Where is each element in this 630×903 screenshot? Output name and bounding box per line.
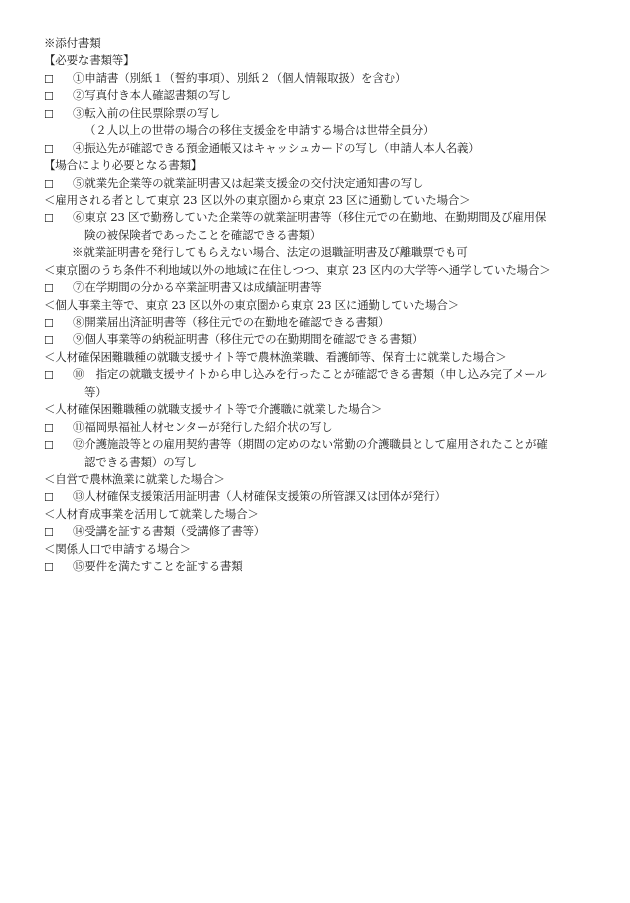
condition-heading-h: ＜関係人口で申請する場合＞ <box>44 541 191 556</box>
checklist-item-8 <box>44 314 604 331</box>
checklist-item-11 <box>44 419 604 436</box>
item-text: ⑧開業届出済証明書等（移住元での在勤地を確認できる書類） <box>73 315 390 329</box>
checklist-item-7 <box>44 279 604 296</box>
item-text: ⑩ 指定の就職支援サイトから申し込みを行ったことが確認できる書類（申し込み完了メール <box>73 367 547 382</box>
item-text: ②写真付き本人確認書類の写し <box>73 88 232 103</box>
item-text: ⑬人材確保支援策活用証明書（人材確保支援策の所管課又は団体が発行） <box>73 489 446 504</box>
item-text: ⑮要件を満たすことを証する書類 <box>73 559 243 574</box>
item-text: ①申請書（別紙１（誓約事項）、別紙２（個人情報取扱）を含む） <box>73 70 407 85</box>
item-text: ⑨個人事業等の納税証明書（移住元での在勤期間を確認できる書類） <box>73 332 424 347</box>
condition-heading-c: ＜個人事業主等で、東京 23 区以外の東京圏から東京 23 区に通勤していた場合＞ <box>44 297 459 312</box>
checkbox-icon: ☐ <box>44 439 54 453</box>
item-12-continuation: 認できる書類）の写し <box>84 454 197 469</box>
item-text: ⑫介護施設等との雇用契約書等（期間の定めのない常勤の介護職員として雇用されたことが確 <box>73 437 548 452</box>
checkbox-icon: ☐ <box>44 212 54 226</box>
checkbox-icon: ☐ <box>44 561 54 575</box>
checkbox-icon: ☐ <box>44 142 54 156</box>
checkbox-icon: ☐ <box>44 334 54 348</box>
attachment-document <box>44 35 604 576</box>
checklist-item-10 <box>44 366 604 383</box>
item-6-note: ※就業証明書を発行してもらえない場合、法定の退職証明書及び離職票でも可 <box>72 245 468 260</box>
checklist-item-12 <box>44 436 604 453</box>
checkbox-icon: ☐ <box>44 317 54 330</box>
checklist-item-14 <box>44 523 604 540</box>
checklist-item-9 <box>44 331 604 348</box>
document-heading: ※添付書類 <box>44 36 101 50</box>
checkbox-icon: ☐ <box>44 177 54 191</box>
item-text: ⑪福岡県福祉人材センターが発行した紹介状の写し <box>73 419 333 434</box>
checklist-item-2 <box>44 87 604 104</box>
checklist-item-13 <box>44 488 604 505</box>
checklist-item-1 <box>44 70 604 87</box>
checklist-item-3 <box>44 105 604 122</box>
checkbox-icon: ☐ <box>44 491 54 505</box>
checklist-item-5 <box>44 175 604 192</box>
checkbox-icon: ☐ <box>44 107 54 121</box>
item-10-continuation: 等） <box>84 384 107 399</box>
condition-heading-b: ＜東京圏のうち条件不利地域以外の地域に在住しつつ、東京 23 区内の大学等へ通学していた場合＞ <box>44 262 551 277</box>
item-6-continuation: 険の被保険者であったことを確認できる書類） <box>84 227 322 242</box>
checkbox-icon: ☐ <box>44 526 54 540</box>
item-text: ④振込先が確認できる預金通帳又はキャッシュカードの写し（申請人本人名義） <box>73 140 480 155</box>
item-3-note: （２人以上の世帯の場合の移住支援金を申請する場合は世帯全員分） <box>84 123 435 138</box>
condition-heading-g: ＜人材育成事業を活用して就業した場合＞ <box>44 506 259 521</box>
checklist-item-6 <box>44 209 604 226</box>
checkbox-icon: ☐ <box>44 369 54 383</box>
checklist-item-4 <box>44 140 604 157</box>
condition-heading-f: ＜自営で農林漁業に就業した場合＞ <box>44 471 225 486</box>
checkbox-icon: ☐ <box>44 90 54 104</box>
item-text: ⑦在学期間の分かる卒業証明書又は成績証明書等 <box>73 280 322 295</box>
condition-heading-d: ＜人材確保困難職種の就職支援サイト等で農林漁業職、看護師等、保育士に就業した場合＞ <box>44 349 507 364</box>
item-text: ⑤就業先企業等の就業証明書又は起業支援金の交付決定通知書の写し <box>73 175 424 190</box>
item-text: ⑥東京 23 区で勤務していた企業等の就業証明書等（移住元での在勤地、在勤期間及び雇用保 <box>73 210 547 225</box>
section-conditional-title: 【場合により必要となる書類】 <box>44 158 203 173</box>
checkbox-icon: ☐ <box>44 421 54 435</box>
item-text: ③転入前の住民票除票の写し <box>73 105 220 120</box>
condition-heading-e: ＜人材確保困難職種の就職支援サイト等で介護職に就業した場合＞ <box>44 402 383 417</box>
checkbox-icon: ☐ <box>44 72 54 86</box>
checkbox-icon: ☐ <box>44 282 54 296</box>
checklist-item-15 <box>44 558 604 575</box>
section-required-title: 【必要な書類等】 <box>44 53 135 68</box>
item-text: ⑭受講を証する書類（受講修了書等） <box>73 524 266 539</box>
condition-heading-a: ＜雇用される者として東京 23 区以外の東京圏から東京 23 区に通勤していた場合＞ <box>44 192 471 207</box>
